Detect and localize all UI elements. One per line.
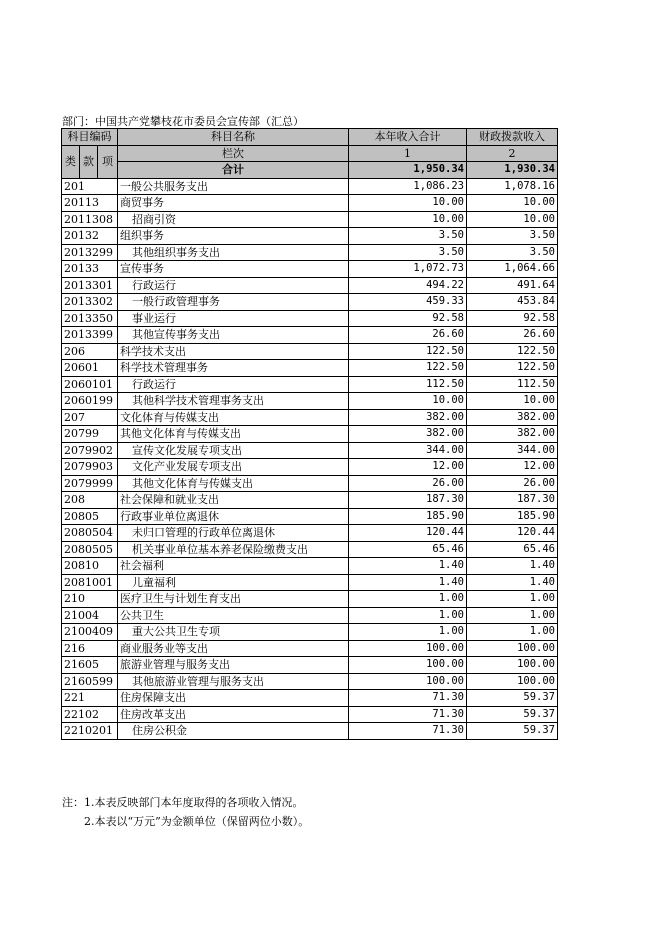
subject-code: 221 (62, 690, 118, 707)
subject-code: 20601 (62, 360, 118, 377)
subject-name: 科学技术支出 (118, 343, 349, 360)
subject-name: 旅游业管理与服务支出 (118, 657, 349, 674)
column-index-row (62, 145, 558, 162)
header-name: 科目名称 (118, 129, 349, 146)
subject-code: 2080504 (62, 525, 118, 542)
table-row (62, 475, 558, 492)
subject-code: 2011308 (62, 211, 118, 228)
table-row (62, 244, 558, 261)
subject-name: 其他组织事务支出 (118, 244, 349, 261)
table-row (62, 690, 558, 707)
fiscal-income: 453.84 (467, 294, 558, 311)
table-row (62, 360, 558, 377)
table-row (62, 525, 558, 542)
fiscal-income: 187.30 (467, 492, 558, 509)
header-lei: 类 (62, 145, 80, 178)
table-row (62, 591, 558, 608)
subject-name: 公共卫生 (118, 607, 349, 624)
fiscal-income: 65.46 (467, 541, 558, 558)
subject-name: 商业服务业等支出 (118, 640, 349, 657)
subject-name: 儿童福利 (118, 574, 349, 591)
subject-code: 20810 (62, 558, 118, 575)
table-row (62, 508, 558, 525)
subject-name: 社会保障和就业支出 (118, 492, 349, 509)
income-total: 26.00 (349, 475, 467, 492)
table-row (62, 657, 558, 674)
table-row (62, 277, 558, 294)
fiscal-income: 185.90 (467, 508, 558, 525)
subject-name: 其他科学技术管理事务支出 (118, 393, 349, 410)
table-row (62, 343, 558, 360)
table-row (62, 376, 558, 393)
income-total: 459.33 (349, 294, 467, 311)
fiscal-income: 100.00 (467, 673, 558, 690)
income-total: 100.00 (349, 640, 467, 657)
subject-name: 住房改革支出 (118, 706, 349, 723)
subject-code: 216 (62, 640, 118, 657)
subject-code: 2060199 (62, 393, 118, 410)
subject-name: 行政运行 (118, 277, 349, 294)
col2-index: 2 (467, 145, 558, 162)
fiscal-income: 92.58 (467, 310, 558, 327)
income-total: 1.40 (349, 574, 467, 591)
subject-code: 201 (62, 178, 118, 195)
income-total: 71.30 (349, 723, 467, 740)
fiscal-income: 3.50 (467, 244, 558, 261)
income-total: 122.50 (349, 343, 467, 360)
subject-code: 2081001 (62, 574, 118, 591)
subject-code: 20805 (62, 508, 118, 525)
income-total: 494.22 (349, 277, 467, 294)
subject-code: 20133 (62, 261, 118, 278)
income-total: 12.00 (349, 459, 467, 476)
income-total: 1.00 (349, 607, 467, 624)
fiscal-income: 382.00 (467, 426, 558, 443)
department-title: 部门：中国共产党攀枝花市委员会宣传部（汇总） (62, 115, 304, 128)
subject-code: 2210201 (62, 723, 118, 740)
subject-code: 21605 (62, 657, 118, 674)
subject-name: 宣传事务 (118, 261, 349, 278)
header-row (62, 129, 558, 146)
subject-name: 文化产业发展专项支出 (118, 459, 349, 476)
income-total: 1.00 (349, 591, 467, 608)
subject-code: 208 (62, 492, 118, 509)
table-row (62, 558, 558, 575)
header-fiscal-income: 财政拨款收入 (467, 129, 558, 146)
fiscal-income: 10.00 (467, 195, 558, 212)
income-total: 10.00 (349, 211, 467, 228)
subject-code: 2160599 (62, 673, 118, 690)
fiscal-income: 122.50 (467, 343, 558, 360)
income-total: 1.00 (349, 624, 467, 641)
income-total: 3.50 (349, 244, 467, 261)
income-total: 71.30 (349, 706, 467, 723)
income-total: 1,072.73 (349, 261, 467, 278)
subject-name: 社会福利 (118, 558, 349, 575)
income-table (61, 128, 558, 740)
subject-name: 一般行政管理事务 (118, 294, 349, 311)
fiscal-income: 59.37 (467, 706, 558, 723)
subject-name: 行政运行 (118, 376, 349, 393)
income-total: 382.00 (349, 409, 467, 426)
income-total: 382.00 (349, 426, 467, 443)
fiscal-income: 1.00 (467, 591, 558, 608)
subject-code: 2100409 (62, 624, 118, 641)
fiscal-income: 120.44 (467, 525, 558, 542)
table-row (62, 294, 558, 311)
table-row (62, 195, 558, 212)
table-row (62, 426, 558, 443)
subject-name: 科学技术管理事务 (118, 360, 349, 377)
table-row (62, 393, 558, 410)
fiscal-income: 59.37 (467, 723, 558, 740)
fiscal-income: 1.40 (467, 574, 558, 591)
table-row (62, 640, 558, 657)
fiscal-income: 344.00 (467, 442, 558, 459)
income-total: 26.60 (349, 327, 467, 344)
table-row (62, 673, 558, 690)
table-row (62, 706, 558, 723)
subject-name: 其他文化体育与传媒支出 (118, 475, 349, 492)
income-total: 65.46 (349, 541, 467, 558)
subject-name: 未归口管理的行政单位离退休 (118, 525, 349, 542)
fiscal-income: 1.00 (467, 607, 558, 624)
subject-name: 住房保障支出 (118, 690, 349, 707)
subject-code: 2080505 (62, 541, 118, 558)
income-total: 185.90 (349, 508, 467, 525)
fiscal-income: 1.00 (467, 624, 558, 641)
table-row (62, 261, 558, 278)
income-total: 92.58 (349, 310, 467, 327)
header-kuan: 款 (80, 145, 98, 178)
table-row (62, 442, 558, 459)
fiscal-income: 112.50 (467, 376, 558, 393)
subject-code: 2013350 (62, 310, 118, 327)
fiscal-income: 122.50 (467, 360, 558, 377)
subject-code: 2079902 (62, 442, 118, 459)
subject-code: 210 (62, 591, 118, 608)
subject-name: 宣传文化发展专项支出 (118, 442, 349, 459)
fiscal-income: 3.50 (467, 228, 558, 245)
income-total: 120.44 (349, 525, 467, 542)
income-total: 122.50 (349, 360, 467, 377)
income-total: 1.40 (349, 558, 467, 575)
income-total: 112.50 (349, 376, 467, 393)
subject-code: 2013299 (62, 244, 118, 261)
subject-name: 组织事务 (118, 228, 349, 245)
header-code: 科目编码 (62, 129, 118, 146)
income-total: 71.30 (349, 690, 467, 707)
total-fiscal: 1,930.34 (467, 162, 558, 179)
table-row (62, 310, 558, 327)
table-row (62, 541, 558, 558)
income-total: 344.00 (349, 442, 467, 459)
table-row (62, 723, 558, 740)
note-2: 2.本表以“万元”为金额单位（保留两位小数）。 (84, 815, 310, 828)
fiscal-income: 1,078.16 (467, 178, 558, 195)
table-row (62, 607, 558, 624)
header-xiang: 项 (98, 145, 118, 178)
subject-code: 2013301 (62, 277, 118, 294)
fiscal-income: 491.64 (467, 277, 558, 294)
fiscal-income: 59.37 (467, 690, 558, 707)
income-total: 100.00 (349, 673, 467, 690)
fiscal-income: 10.00 (467, 393, 558, 410)
fiscal-income: 26.00 (467, 475, 558, 492)
income-total: 3.50 (349, 228, 467, 245)
subject-name: 商贸事务 (118, 195, 349, 212)
table-row (62, 459, 558, 476)
fiscal-income: 12.00 (467, 459, 558, 476)
subject-code: 22102 (62, 706, 118, 723)
subject-code: 2079903 (62, 459, 118, 476)
subject-code: 2060101 (62, 376, 118, 393)
subject-code: 21004 (62, 607, 118, 624)
subject-name: 招商引资 (118, 211, 349, 228)
fiscal-income: 100.00 (467, 640, 558, 657)
col1-index: 1 (349, 145, 467, 162)
subject-name: 事业运行 (118, 310, 349, 327)
table-row (62, 178, 558, 195)
notes (62, 793, 309, 831)
total-row (62, 162, 558, 179)
subject-name: 住房公积金 (118, 723, 349, 740)
subject-name: 一般公共服务支出 (118, 178, 349, 195)
subject-code: 20132 (62, 228, 118, 245)
column-label: 栏次 (118, 145, 349, 162)
income-total: 10.00 (349, 393, 467, 410)
subject-code: 20799 (62, 426, 118, 443)
subject-name: 其他宣传事务支出 (118, 327, 349, 344)
table-row (62, 492, 558, 509)
subject-name: 重大公共卫生专项 (118, 624, 349, 641)
subject-name: 文化体育与传媒支出 (118, 409, 349, 426)
table-row (62, 211, 558, 228)
income-total: 187.30 (349, 492, 467, 509)
fiscal-income: 10.00 (467, 211, 558, 228)
table-row (62, 327, 558, 344)
table-row (62, 574, 558, 591)
subject-code: 207 (62, 409, 118, 426)
subject-name: 其他文化体育与传媒支出 (118, 426, 349, 443)
note-1: 注：1.本表反映部门本年度取得的各项收入情况。 (62, 796, 304, 809)
subject-code: 2079999 (62, 475, 118, 492)
subject-code: 2013399 (62, 327, 118, 344)
subject-code: 20113 (62, 195, 118, 212)
table-row (62, 228, 558, 245)
subject-code: 2013302 (62, 294, 118, 311)
fiscal-income: 1,064.66 (467, 261, 558, 278)
income-total: 100.00 (349, 657, 467, 674)
income-total: 1,086.23 (349, 178, 467, 195)
income-total: 10.00 (349, 195, 467, 212)
subject-name: 行政事业单位离退休 (118, 508, 349, 525)
header-income-total: 本年收入合计 (349, 129, 467, 146)
subject-code: 206 (62, 343, 118, 360)
total-income: 1,950.34 (349, 162, 467, 179)
fiscal-income: 1.40 (467, 558, 558, 575)
fiscal-income: 26.60 (467, 327, 558, 344)
subject-name: 其他旅游业管理与服务支出 (118, 673, 349, 690)
total-label: 合计 (118, 162, 349, 179)
table-row (62, 409, 558, 426)
fiscal-income: 382.00 (467, 409, 558, 426)
subject-name: 机关事业单位基本养老保险缴费支出 (118, 541, 349, 558)
table-row (62, 624, 558, 641)
subject-name: 医疗卫生与计划生育支出 (118, 591, 349, 608)
fiscal-income: 100.00 (467, 657, 558, 674)
